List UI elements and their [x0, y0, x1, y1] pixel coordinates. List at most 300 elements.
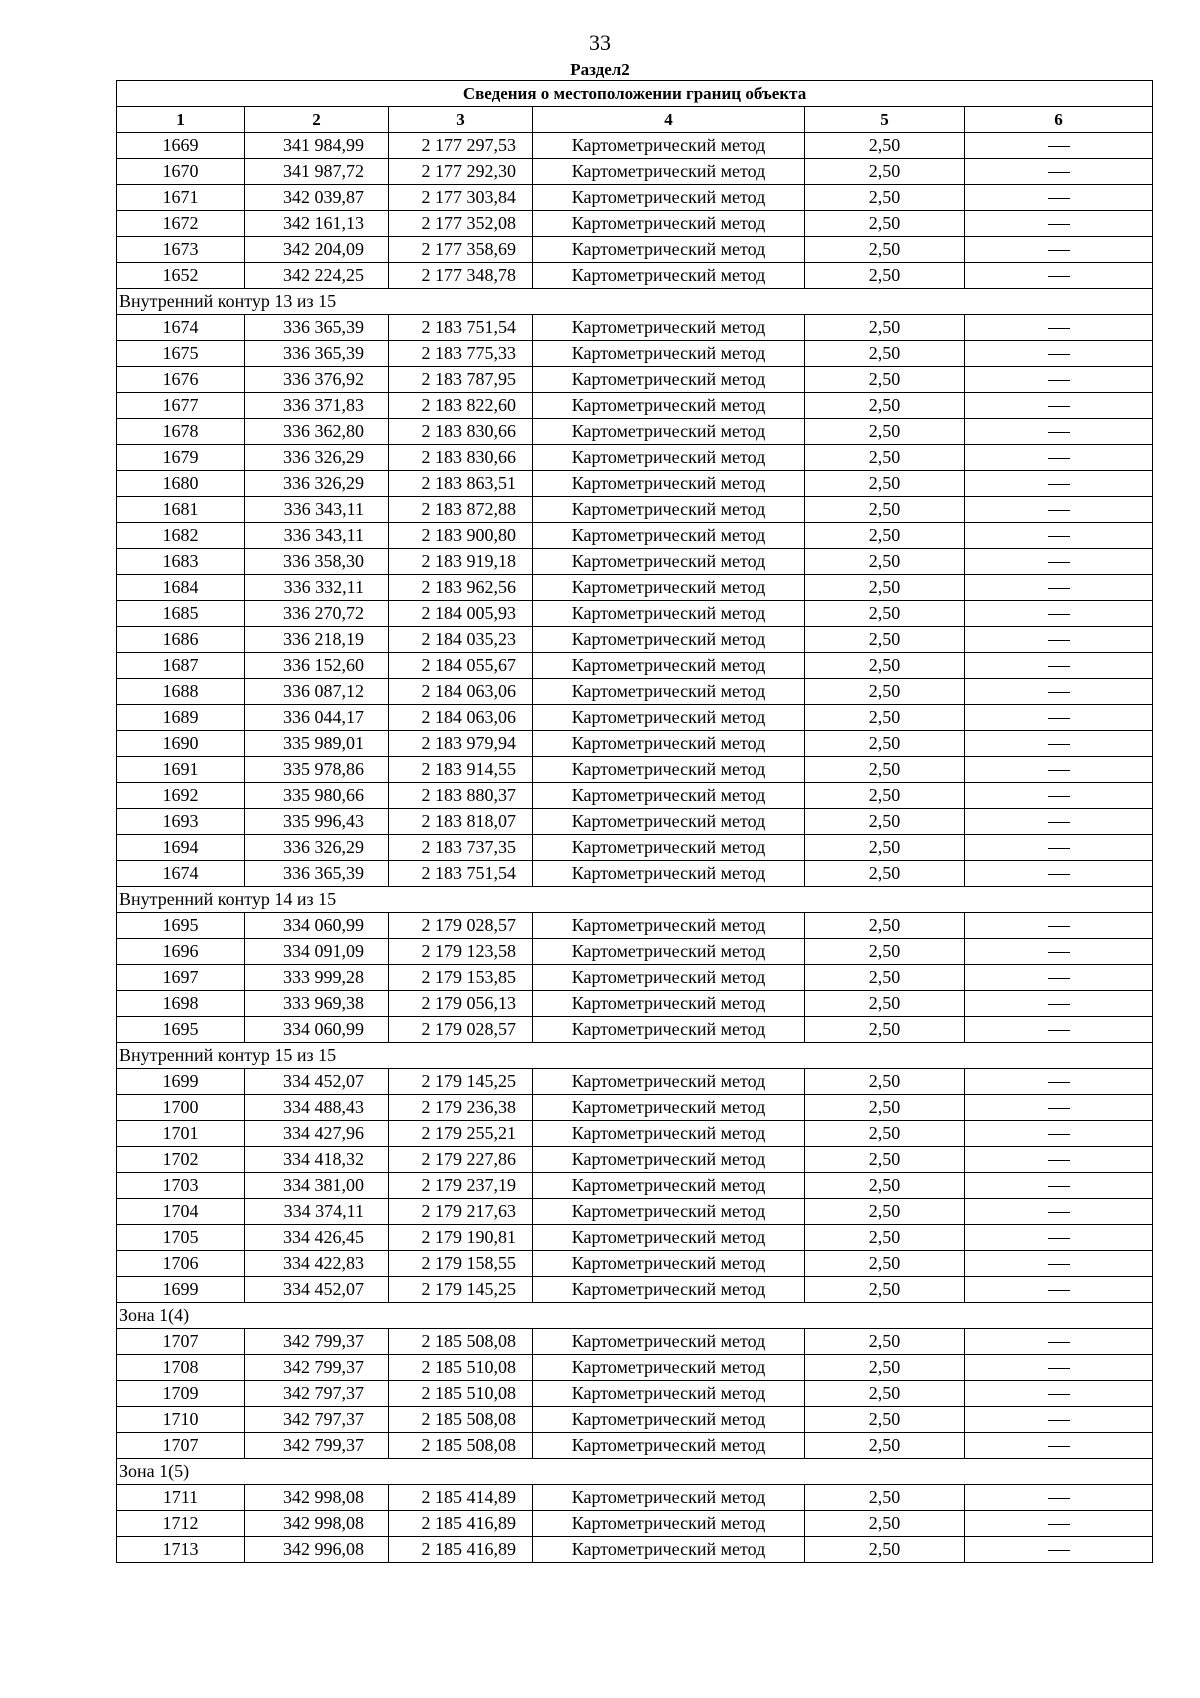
y-coordinate-cell: 2 183 863,51 — [389, 471, 533, 497]
table-row — [117, 783, 1153, 809]
table-row — [117, 1407, 1153, 1433]
y-coordinate-cell: 2 177 292,30 — [389, 159, 533, 185]
em-dash-icon — [1048, 510, 1070, 511]
point-number-cell: 1713 — [117, 1537, 245, 1563]
description-cell — [965, 1355, 1153, 1381]
x-coordinate-cell: 342 799,37 — [245, 1329, 389, 1355]
accuracy-cell: 2,50 — [805, 913, 965, 939]
point-number-cell: 1671 — [117, 185, 245, 211]
method-cell: Картометрический метод — [533, 835, 805, 861]
y-coordinate-cell: 2 185 508,08 — [389, 1433, 533, 1459]
method-cell: Картометрический метод — [533, 1537, 805, 1563]
method-cell: Картометрический метод — [533, 991, 805, 1017]
description-cell — [965, 1277, 1153, 1303]
y-coordinate-cell: 2 179 255,21 — [389, 1121, 533, 1147]
point-number-cell: 1708 — [117, 1355, 245, 1381]
point-number-cell: 1672 — [117, 211, 245, 237]
method-cell: Картометрический метод — [533, 341, 805, 367]
em-dash-icon — [1048, 1420, 1070, 1421]
x-coordinate-cell: 341 987,72 — [245, 159, 389, 185]
y-coordinate-cell: 2 185 416,89 — [389, 1537, 533, 1563]
accuracy-cell: 2,50 — [805, 1381, 965, 1407]
method-cell: Картометрический метод — [533, 1485, 805, 1511]
y-coordinate-cell: 2 183 751,54 — [389, 861, 533, 887]
x-coordinate-cell: 336 343,11 — [245, 497, 389, 523]
description-cell — [965, 445, 1153, 471]
accuracy-cell: 2,50 — [805, 1433, 965, 1459]
x-coordinate-cell: 336 371,83 — [245, 393, 389, 419]
y-coordinate-cell: 2 183 787,95 — [389, 367, 533, 393]
accuracy-cell: 2,50 — [805, 991, 965, 1017]
description-cell — [965, 341, 1153, 367]
em-dash-icon — [1048, 770, 1070, 771]
point-number-cell: 1676 — [117, 367, 245, 393]
table-row — [117, 757, 1153, 783]
point-number-cell: 1674 — [117, 861, 245, 887]
description-cell — [965, 1329, 1153, 1355]
point-number-cell: 1709 — [117, 1381, 245, 1407]
column-header: 3 — [389, 107, 533, 133]
table-caption: Сведения о местоположении границ объекта — [117, 81, 1153, 107]
description-cell — [965, 471, 1153, 497]
accuracy-cell: 2,50 — [805, 211, 965, 237]
description-cell — [965, 679, 1153, 705]
table-row — [117, 965, 1153, 991]
point-number-cell: 1679 — [117, 445, 245, 471]
point-number-cell: 1688 — [117, 679, 245, 705]
x-coordinate-cell: 336 044,17 — [245, 705, 389, 731]
y-coordinate-cell: 2 184 063,06 — [389, 705, 533, 731]
point-number-cell: 1700 — [117, 1095, 245, 1121]
x-coordinate-cell: 336 358,30 — [245, 549, 389, 575]
accuracy-cell: 2,50 — [805, 653, 965, 679]
method-cell: Картометрический метод — [533, 367, 805, 393]
description-cell — [965, 419, 1153, 445]
em-dash-icon — [1048, 146, 1070, 147]
x-coordinate-cell: 334 418,32 — [245, 1147, 389, 1173]
x-coordinate-cell: 334 426,45 — [245, 1225, 389, 1251]
method-cell: Картометрический метод — [533, 185, 805, 211]
em-dash-icon — [1048, 1004, 1070, 1005]
point-number-cell: 1697 — [117, 965, 245, 991]
accuracy-cell: 2,50 — [805, 783, 965, 809]
point-number-cell: 1686 — [117, 627, 245, 653]
em-dash-icon — [1048, 822, 1070, 823]
accuracy-cell: 2,50 — [805, 939, 965, 965]
y-coordinate-cell: 2 179 153,85 — [389, 965, 533, 991]
description-cell — [965, 1173, 1153, 1199]
accuracy-cell: 2,50 — [805, 1511, 965, 1537]
point-number-cell: 1652 — [117, 263, 245, 289]
x-coordinate-cell: 336 326,29 — [245, 471, 389, 497]
point-number-cell: 1699 — [117, 1277, 245, 1303]
y-coordinate-cell: 2 184 005,93 — [389, 601, 533, 627]
method-cell: Картометрический метод — [533, 1355, 805, 1381]
y-coordinate-cell: 2 179 028,57 — [389, 1017, 533, 1043]
contour-group-label: Внутренний контур 15 из 15 — [117, 1043, 1153, 1069]
method-cell: Картометрический метод — [533, 861, 805, 887]
x-coordinate-cell: 335 989,01 — [245, 731, 389, 757]
method-cell: Картометрический метод — [533, 315, 805, 341]
y-coordinate-cell: 2 183 919,18 — [389, 549, 533, 575]
x-coordinate-cell: 342 998,08 — [245, 1511, 389, 1537]
method-cell: Картометрический метод — [533, 1069, 805, 1095]
y-coordinate-cell: 2 183 900,80 — [389, 523, 533, 549]
point-number-cell: 1703 — [117, 1173, 245, 1199]
description-cell — [965, 1069, 1153, 1095]
description-cell — [965, 1017, 1153, 1043]
point-number-cell: 1695 — [117, 913, 245, 939]
em-dash-icon — [1048, 1368, 1070, 1369]
y-coordinate-cell: 2 179 123,58 — [389, 939, 533, 965]
description-cell — [965, 1537, 1153, 1563]
point-number-cell: 1695 — [117, 1017, 245, 1043]
em-dash-icon — [1048, 848, 1070, 849]
point-number-cell: 1701 — [117, 1121, 245, 1147]
table-row — [117, 263, 1153, 289]
accuracy-cell: 2,50 — [805, 1147, 965, 1173]
description-cell — [965, 731, 1153, 757]
x-coordinate-cell: 342 161,13 — [245, 211, 389, 237]
table-row — [117, 1095, 1153, 1121]
em-dash-icon — [1048, 796, 1070, 797]
point-number-cell: 1690 — [117, 731, 245, 757]
x-coordinate-cell: 342 797,37 — [245, 1407, 389, 1433]
table-row — [117, 1199, 1153, 1225]
em-dash-icon — [1048, 380, 1070, 381]
em-dash-icon — [1048, 1342, 1070, 1343]
accuracy-cell: 2,50 — [805, 1355, 965, 1381]
y-coordinate-cell: 2 185 508,08 — [389, 1329, 533, 1355]
y-coordinate-cell: 2 177 297,53 — [389, 133, 533, 159]
description-cell — [965, 1407, 1153, 1433]
table-row — [117, 523, 1153, 549]
table-row — [117, 1251, 1153, 1277]
y-coordinate-cell: 2 183 822,60 — [389, 393, 533, 419]
x-coordinate-cell: 341 984,99 — [245, 133, 389, 159]
y-coordinate-cell: 2 179 217,63 — [389, 1199, 533, 1225]
description-cell — [965, 1121, 1153, 1147]
y-coordinate-cell: 2 179 190,81 — [389, 1225, 533, 1251]
table-row — [117, 1277, 1153, 1303]
y-coordinate-cell: 2 179 158,55 — [389, 1251, 533, 1277]
x-coordinate-cell: 334 091,09 — [245, 939, 389, 965]
y-coordinate-cell: 2 179 028,57 — [389, 913, 533, 939]
point-number-cell: 1707 — [117, 1433, 245, 1459]
description-cell — [965, 1485, 1153, 1511]
x-coordinate-cell: 336 362,80 — [245, 419, 389, 445]
y-coordinate-cell: 2 179 236,38 — [389, 1095, 533, 1121]
accuracy-cell: 2,50 — [805, 133, 965, 159]
y-coordinate-cell: 2 184 035,23 — [389, 627, 533, 653]
y-coordinate-cell: 2 177 352,08 — [389, 211, 533, 237]
accuracy-cell: 2,50 — [805, 1173, 965, 1199]
accuracy-cell: 2,50 — [805, 237, 965, 263]
method-cell: Картометрический метод — [533, 549, 805, 575]
description-cell — [965, 1225, 1153, 1251]
y-coordinate-cell: 2 183 880,37 — [389, 783, 533, 809]
column-header: 6 — [965, 107, 1153, 133]
point-number-cell: 1680 — [117, 471, 245, 497]
method-cell: Картометрический метод — [533, 965, 805, 991]
point-number-cell: 1704 — [117, 1199, 245, 1225]
y-coordinate-cell: 2 179 237,19 — [389, 1173, 533, 1199]
column-header: 4 — [533, 107, 805, 133]
method-cell: Картометрический метод — [533, 1511, 805, 1537]
em-dash-icon — [1048, 640, 1070, 641]
method-cell: Картометрический метод — [533, 523, 805, 549]
accuracy-cell: 2,50 — [805, 1121, 965, 1147]
method-cell: Картометрический метод — [533, 263, 805, 289]
x-coordinate-cell: 334 452,07 — [245, 1069, 389, 1095]
x-coordinate-cell: 342 039,87 — [245, 185, 389, 211]
em-dash-icon — [1048, 432, 1070, 433]
column-header: 1 — [117, 107, 245, 133]
point-number-cell: 1710 — [117, 1407, 245, 1433]
point-number-cell: 1705 — [117, 1225, 245, 1251]
description-cell — [965, 627, 1153, 653]
em-dash-icon — [1048, 588, 1070, 589]
y-coordinate-cell: 2 184 063,06 — [389, 679, 533, 705]
table-row — [117, 913, 1153, 939]
em-dash-icon — [1048, 1108, 1070, 1109]
contour-group-row — [117, 887, 1153, 913]
point-number-cell: 1699 — [117, 1069, 245, 1095]
contour-group-label: Внутренний контур 13 из 15 — [117, 289, 1153, 315]
method-cell: Картометрический метод — [533, 1017, 805, 1043]
em-dash-icon — [1048, 1082, 1070, 1083]
em-dash-icon — [1048, 1212, 1070, 1213]
accuracy-cell: 2,50 — [805, 523, 965, 549]
column-header: 5 — [805, 107, 965, 133]
point-number-cell: 1684 — [117, 575, 245, 601]
x-coordinate-cell: 334 374,11 — [245, 1199, 389, 1225]
point-number-cell: 1689 — [117, 705, 245, 731]
table-row — [117, 809, 1153, 835]
point-number-cell: 1711 — [117, 1485, 245, 1511]
boundary-coordinates-table — [116, 80, 1153, 1563]
method-cell: Картометрический метод — [533, 159, 805, 185]
description-cell — [965, 1251, 1153, 1277]
method-cell: Картометрический метод — [533, 1381, 805, 1407]
accuracy-cell: 2,50 — [805, 1407, 965, 1433]
method-cell: Картометрический метод — [533, 757, 805, 783]
table-row — [117, 211, 1153, 237]
description-cell — [965, 1381, 1153, 1407]
table-row — [117, 575, 1153, 601]
accuracy-cell: 2,50 — [805, 705, 965, 731]
contour-group-row — [117, 1043, 1153, 1069]
table-row — [117, 1537, 1153, 1563]
em-dash-icon — [1048, 926, 1070, 927]
em-dash-icon — [1048, 978, 1070, 979]
x-coordinate-cell: 336 326,29 — [245, 835, 389, 861]
point-number-cell: 1677 — [117, 393, 245, 419]
description-cell — [965, 939, 1153, 965]
description-cell — [965, 1199, 1153, 1225]
em-dash-icon — [1048, 172, 1070, 173]
accuracy-cell: 2,50 — [805, 1225, 965, 1251]
method-cell: Картометрический метод — [533, 575, 805, 601]
accuracy-cell: 2,50 — [805, 471, 965, 497]
table-row — [117, 627, 1153, 653]
x-coordinate-cell: 335 996,43 — [245, 809, 389, 835]
x-coordinate-cell: 336 343,11 — [245, 523, 389, 549]
description-cell — [965, 263, 1153, 289]
point-number-cell: 1702 — [117, 1147, 245, 1173]
method-cell: Картометрический метод — [533, 211, 805, 237]
table-row — [117, 549, 1153, 575]
description-cell — [965, 809, 1153, 835]
description-cell — [965, 1147, 1153, 1173]
method-cell: Картометрический метод — [533, 1095, 805, 1121]
table-row — [117, 497, 1153, 523]
em-dash-icon — [1048, 952, 1070, 953]
x-coordinate-cell: 342 797,37 — [245, 1381, 389, 1407]
description-cell — [965, 393, 1153, 419]
description-cell — [965, 705, 1153, 731]
method-cell: Картометрический метод — [533, 497, 805, 523]
method-cell: Картометрический метод — [533, 1407, 805, 1433]
accuracy-cell: 2,50 — [805, 965, 965, 991]
em-dash-icon — [1048, 484, 1070, 485]
contour-group-label: Внутренний контур 14 из 15 — [117, 887, 1153, 913]
point-number-cell: 1692 — [117, 783, 245, 809]
table-row — [117, 445, 1153, 471]
em-dash-icon — [1048, 614, 1070, 615]
em-dash-icon — [1048, 458, 1070, 459]
point-number-cell: 1707 — [117, 1329, 245, 1355]
y-coordinate-cell: 2 179 145,25 — [389, 1069, 533, 1095]
method-cell: Картометрический метод — [533, 1173, 805, 1199]
accuracy-cell: 2,50 — [805, 185, 965, 211]
em-dash-icon — [1048, 692, 1070, 693]
point-number-cell: 1678 — [117, 419, 245, 445]
description-cell — [965, 757, 1153, 783]
em-dash-icon — [1048, 1550, 1070, 1551]
point-number-cell: 1682 — [117, 523, 245, 549]
description-cell — [965, 653, 1153, 679]
x-coordinate-cell: 342 799,37 — [245, 1433, 389, 1459]
point-number-cell: 1685 — [117, 601, 245, 627]
accuracy-cell: 2,50 — [805, 1329, 965, 1355]
description-cell — [965, 549, 1153, 575]
y-coordinate-cell: 2 183 818,07 — [389, 809, 533, 835]
x-coordinate-cell: 342 998,08 — [245, 1485, 389, 1511]
table-row — [117, 1225, 1153, 1251]
method-cell: Картометрический метод — [533, 1147, 805, 1173]
method-cell: Картометрический метод — [533, 627, 805, 653]
x-coordinate-cell: 334 060,99 — [245, 913, 389, 939]
accuracy-cell: 2,50 — [805, 1017, 965, 1043]
table-row — [117, 1511, 1153, 1537]
contour-group-row — [117, 1459, 1153, 1485]
point-number-cell: 1675 — [117, 341, 245, 367]
table-row — [117, 367, 1153, 393]
table-row — [117, 731, 1153, 757]
table-row — [117, 1147, 1153, 1173]
point-number-cell: 1681 — [117, 497, 245, 523]
method-cell: Картометрический метод — [533, 679, 805, 705]
method-cell: Картометрический метод — [533, 1277, 805, 1303]
accuracy-cell: 2,50 — [805, 445, 965, 471]
x-coordinate-cell: 336 376,92 — [245, 367, 389, 393]
accuracy-cell: 2,50 — [805, 757, 965, 783]
method-cell: Картометрический метод — [533, 1225, 805, 1251]
table-row — [117, 185, 1153, 211]
table-row — [117, 1485, 1153, 1511]
table-row — [117, 1173, 1153, 1199]
table-row — [117, 315, 1153, 341]
y-coordinate-cell: 2 183 830,66 — [389, 419, 533, 445]
y-coordinate-cell: 2 177 358,69 — [389, 237, 533, 263]
accuracy-cell: 2,50 — [805, 367, 965, 393]
method-cell: Картометрический метод — [533, 445, 805, 471]
point-number-cell: 1683 — [117, 549, 245, 575]
table-body — [117, 133, 1153, 1563]
table-row — [117, 835, 1153, 861]
em-dash-icon — [1048, 224, 1070, 225]
method-cell: Картометрический метод — [533, 653, 805, 679]
method-cell: Картометрический метод — [533, 419, 805, 445]
y-coordinate-cell: 2 179 056,13 — [389, 991, 533, 1017]
accuracy-cell: 2,50 — [805, 1069, 965, 1095]
accuracy-cell: 2,50 — [805, 1095, 965, 1121]
table-row — [117, 471, 1153, 497]
y-coordinate-cell: 2 179 227,86 — [389, 1147, 533, 1173]
contour-group-row — [117, 289, 1153, 315]
y-coordinate-cell: 2 183 775,33 — [389, 341, 533, 367]
description-cell — [965, 159, 1153, 185]
method-cell: Картометрический метод — [533, 601, 805, 627]
y-coordinate-cell: 2 183 979,94 — [389, 731, 533, 757]
em-dash-icon — [1048, 718, 1070, 719]
em-dash-icon — [1048, 1160, 1070, 1161]
accuracy-cell: 2,50 — [805, 1199, 965, 1225]
em-dash-icon — [1048, 328, 1070, 329]
table-row — [117, 133, 1153, 159]
accuracy-cell: 2,50 — [805, 159, 965, 185]
accuracy-cell: 2,50 — [805, 419, 965, 445]
table-row — [117, 1433, 1153, 1459]
point-number-cell: 1687 — [117, 653, 245, 679]
point-number-cell: 1691 — [117, 757, 245, 783]
y-coordinate-cell: 2 183 914,55 — [389, 757, 533, 783]
x-coordinate-cell: 336 152,60 — [245, 653, 389, 679]
x-coordinate-cell: 336 270,72 — [245, 601, 389, 627]
em-dash-icon — [1048, 536, 1070, 537]
point-number-cell: 1673 — [117, 237, 245, 263]
em-dash-icon — [1048, 1186, 1070, 1187]
em-dash-icon — [1048, 276, 1070, 277]
method-cell: Картометрический метод — [533, 705, 805, 731]
em-dash-icon — [1048, 1264, 1070, 1265]
y-coordinate-cell: 2 185 414,89 — [389, 1485, 533, 1511]
table-row — [117, 679, 1153, 705]
accuracy-cell: 2,50 — [805, 575, 965, 601]
em-dash-icon — [1048, 1498, 1070, 1499]
accuracy-cell: 2,50 — [805, 861, 965, 887]
table-row — [117, 1121, 1153, 1147]
method-cell: Картометрический метод — [533, 1199, 805, 1225]
table-row — [117, 1069, 1153, 1095]
y-coordinate-cell: 2 177 348,78 — [389, 263, 533, 289]
accuracy-cell: 2,50 — [805, 835, 965, 861]
description-cell — [965, 991, 1153, 1017]
x-coordinate-cell: 342 799,37 — [245, 1355, 389, 1381]
description-cell — [965, 1511, 1153, 1537]
x-coordinate-cell: 335 978,86 — [245, 757, 389, 783]
